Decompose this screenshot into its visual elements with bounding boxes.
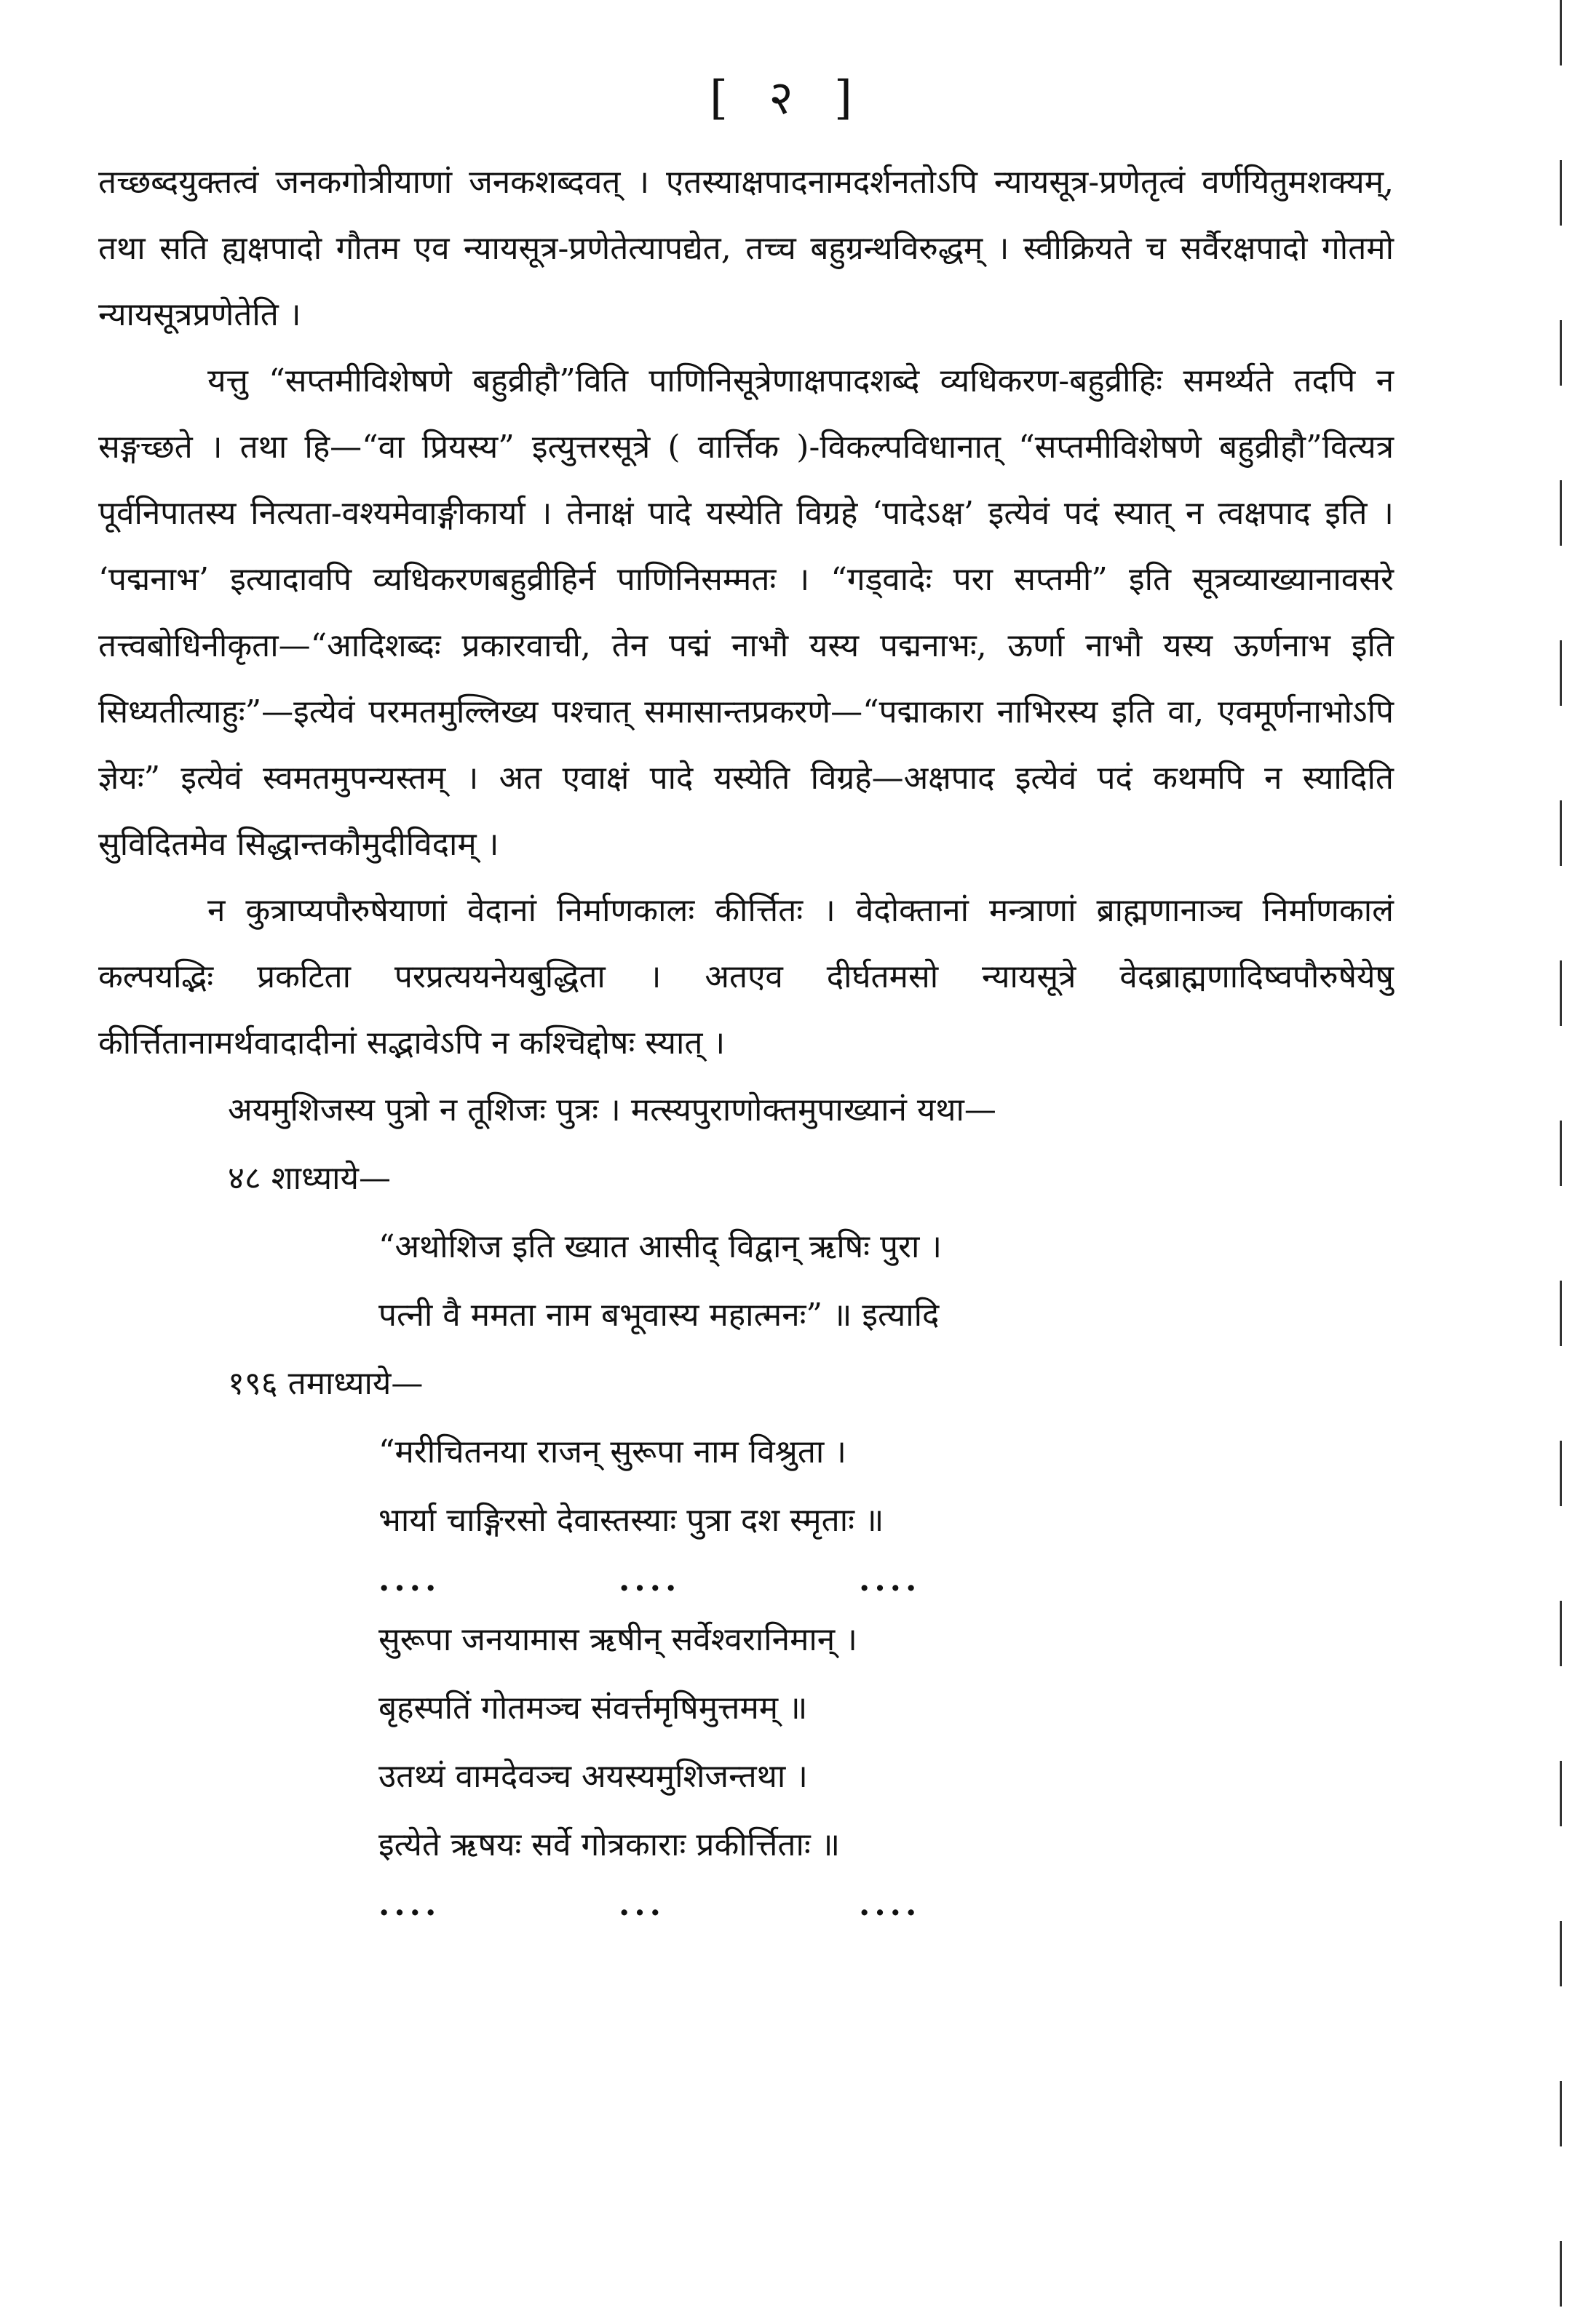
verse-line: इत्येते ऋषयः सर्वे गोत्रकाराः प्रकीर्त्तिताः ॥ xyxy=(378,1826,841,1863)
chapter-196-heading: १९६ तमाध्याये— xyxy=(228,1365,424,1402)
paragraph-2: यत्तु “सप्तमीविशेषणे बहुव्रीहौ”विति पाणिनिसूत्रेणाक्षपादशब्दे व्यधिकरण-बहुव्रीहिः समर्थ्यते तदपि न सङ्गच्छते । तथा हि—“वा प्रियस्य” इत्युत्तरसूत्रे ( वार्त्तिक )-विकल्पविधानात् “सप्तमीविशेषणे बहुव्रीहौ”वित्यत्र पूर्वनिपातस्य नित्यता-वश्यमेवाङ्गीकार्या । तेनाक्षं पादे यस्येति विग्रहे ‘पादेऽक्ष’ इत्येवं पदं स्यात् न त्वक्षपाद इति । ‘पद्मनाभ’ इत्यादावपि व्यधिकरणबहुव्रीहिर्न पाणिनिसम्मतः । “गड्वादेः परा सप्तमी” इति सूत्रव्याख्यानावसरे तत्त्वबोधिनीकृता—“आदिशब्दः प्रकारवाची, तेन पद्मं नाभौ यस्य पद्मनाभः, ऊर्णा नाभौ यस्य ऊर्णनाभ इति सिध्यतीत्याहुः”—इत्येवं परमतमुल्लिख्य पश्चात् समासान्तप्रकरणे—“पद्माकारा नाभिरस्य इति वा, एवमूर्णनाभोऽपि ज्ञेयः” इत्येवं स्वमतमुपन्यस्तम् । अत एवाक्षं पादे यस्येति विग्रहे—अक्षपाद इत्येवं पदं कथमपि न स्यादिति सुविदितमेव सिद्धान्तकौमुदीविदाम् । xyxy=(98,362,1394,863)
page-body xyxy=(98,149,1394,1930)
verse-line: “मरीचितनया राजन् सुरूपा नाम विश्रुता । xyxy=(378,1433,846,1471)
chapter-48-heading: ४८ शाध्याये— xyxy=(228,1160,392,1197)
intro-line: अयमुशिजस्य पुत्रो न तूशिजः पुत्रः । मत्स्यपुराणोक्तमुपाख्यानं यथा— xyxy=(228,1091,996,1129)
ellipsis-row xyxy=(98,1555,1394,1606)
ellipsis: ... xyxy=(619,1886,665,1923)
ellipsis: .... xyxy=(378,1561,441,1599)
verse-line: उतथ्यं वामदेवञ्च अयस्यमुशिजन्तथा । xyxy=(378,1758,808,1795)
verse-line: पत्नी वै ममता नाम बभूवास्य महात्मनः” ॥ इत्यादि xyxy=(378,1297,940,1334)
verse-line: भार्या चाङ्गिरसो देवास्तस्याः पुत्रा दश स्मृताः ॥ xyxy=(378,1502,884,1539)
ellipsis: .... xyxy=(378,1886,441,1923)
ellipsis-row xyxy=(98,1879,1394,1930)
page-number: [ २ ] xyxy=(710,71,865,125)
verse-line: “अथोशिज इति ख्यात आसीद् विद्वान् ऋषिः पुरा । xyxy=(378,1228,943,1265)
ellipsis: .... xyxy=(859,1886,921,1923)
paragraph-1: तच्छब्दयुक्तत्वं जनकगोत्रीयाणां जनकशब्दवत् । एतस्याक्षपादनामदर्शनतोऽपि न्यायसूत्र-प्रणेतृत्वं वर्णयितुमशक्यम्, तथा सति ह्यक्षपादो गौतम एव न्यायसूत्र-प्रणेतेत्यापद्येत, तच्च बहुग्रन्थविरुद्धम् । स्वीक्रियते च सर्वैरक्षपादो गोतमो न्यायसूत्रप्रणेतेति । xyxy=(98,164,1394,333)
ellipsis: .... xyxy=(619,1561,681,1599)
paragraph-3: न कुत्राप्यपौरुषेयाणां वेदानां निर्माणकालः कीर्त्तितः । वेदोक्तानां मन्त्राणां ब्राह्मणानाञ्च निर्माणकालं कल्पयद्भिः प्रकटिता परप्रत्ययनेयबुद्धिता । अतएव दीर्घतमसो न्यायसूत्रे वेदब्राह्मणादिष्वपौरुषेयेषु कीर्त्तितानामर्थवादादीनां सद्भावेऽपि न कश्चिद्दोषः स्यात् । xyxy=(98,892,1394,1062)
verse-line: बृहस्पतिं गोतमञ्च संवर्त्तमृषिमुत्तमम् ॥ xyxy=(378,1690,808,1727)
verse-line: सुरूपा जनयामास ऋषीन् सर्वेश्वरानिमान् । xyxy=(378,1621,857,1658)
scan-margin-edge xyxy=(1560,0,1562,2324)
ellipsis: .... xyxy=(859,1561,921,1599)
